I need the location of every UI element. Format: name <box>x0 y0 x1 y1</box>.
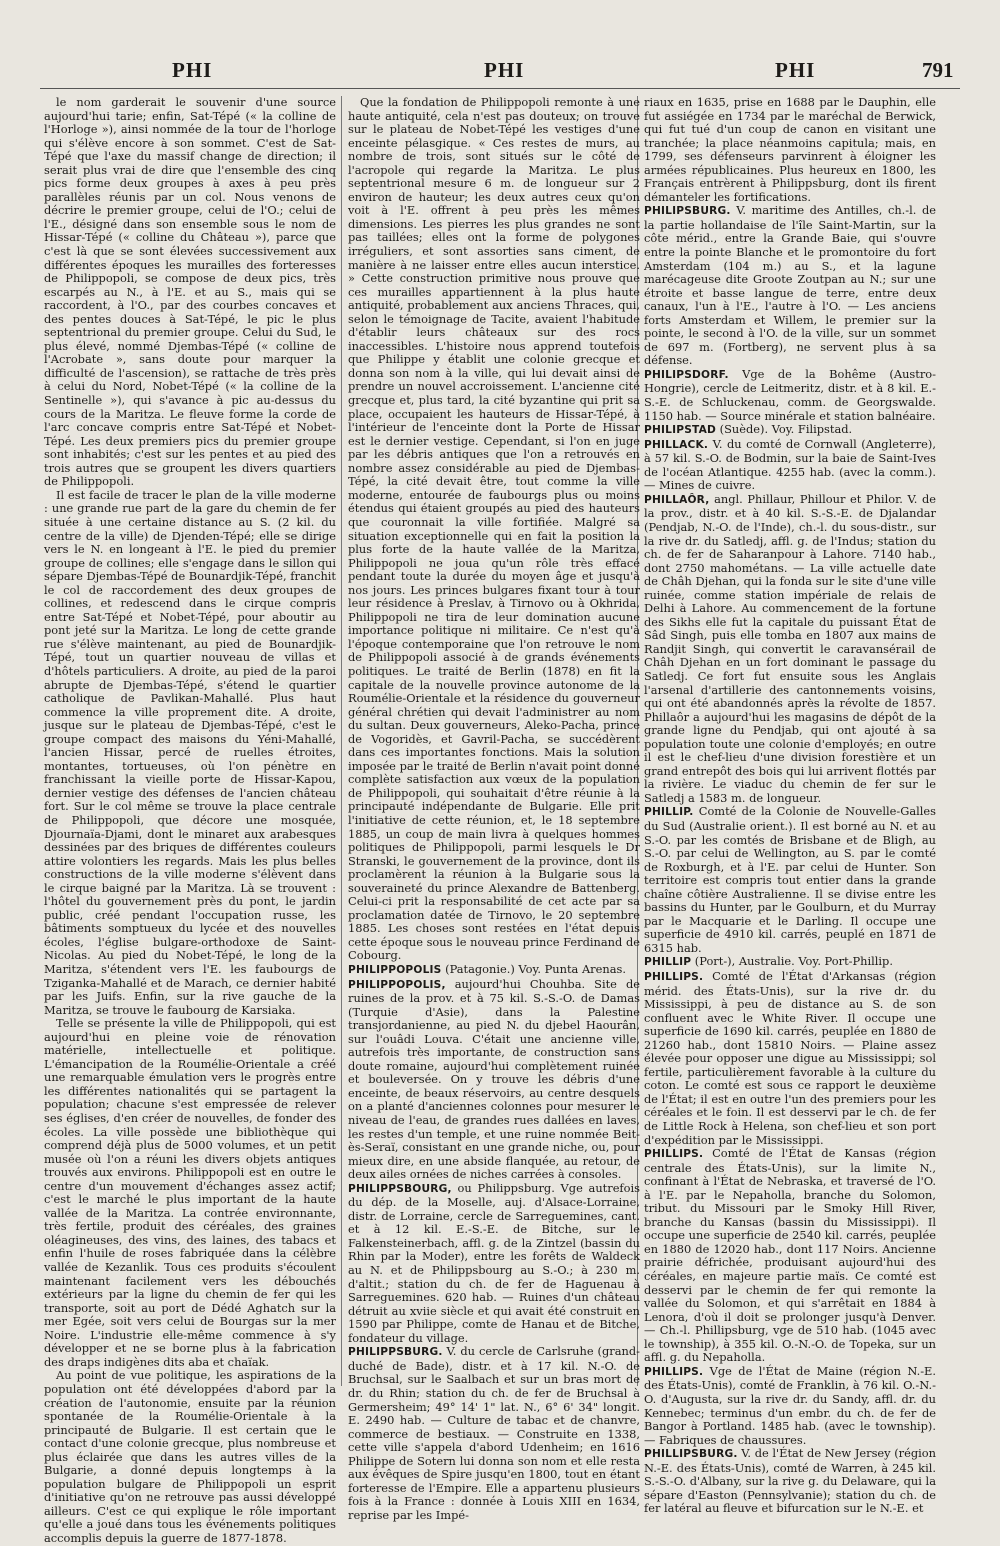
running-head-center: PHI <box>484 58 525 82</box>
entry-text: aujourd'hui Chouhba. Site de ruines de la prov. et à 75 kil. S.-S.-O. de Damas (Turquie d'Asie), dans la Palestine transjordanienne, au pied N. du djebel Haourân, sur l'ouâdi Louva. C'était une ancienne ville, autrefois très importante, de construction sans doute romaine, aujourd'hui complètement ruinée et bouleversée. On y trouve les débris d'une enceinte, de beaux réservoirs, au centre desquels on a planté d'anciennes colonnes pour mesurer le niveau de l'eau, de grandes rues dallées en laves, les restes d'un temple, et une ruine nommée Beit-ès-Seraï, consistant en une grande niche, ou, pour mieux dire, en une abside flanquée, au retour, de deux ailes ornées de niches carrées à consoles. <box>348 976 640 1182</box>
entry-headword: PHILLAÔR, <box>644 493 710 506</box>
entry-headword: PHILLIPS. <box>644 1148 704 1161</box>
entry-paragraph <box>644 1365 936 1447</box>
entry-headword: PHILLACK. <box>644 438 709 451</box>
entry-paragraph <box>348 963 640 978</box>
text-paragraph <box>44 96 336 489</box>
entry-text: riaux en 1635, prise en 1688 par le Dauphin, elle fut assiégée en 1734 par le maréchal de Berwick, qui fut tué d'un coup de canon en visitant une tranchée; la place néanmoins capitula; mais, en 1799, ses défenseurs parvinrent à éloigner les armées républicaines. Plus heureux en 1800, les Français entrèrent à Philippsburg, dont ils firent démanteler les fortifications. <box>644 95 936 204</box>
entry-text: V. du comté de Cornwall (Angleterre), à 57 kil. S.-O. de Bodmin, sur la baie de Saint-Ives de l'océan Atlantique. 4255 hab. (avec la comm.). — Mines de cuivre. <box>644 436 936 493</box>
entry-headword: PHILIPPOPOLIS, <box>348 978 446 991</box>
entry-paragraph <box>644 805 936 955</box>
entry-text: angl. Phillaur, Phillour et Philor. V. de la prov., distr. et à 40 kil. S.-S.-E. de Djalandar (Pendjab, N.-O. de l'Inde), ch.-l. du sous-distr., sur la rive dr. du Satledj, affl. g. de l'Indus; station du ch. de fer de Saharanpour à Lahore. 7140 hab., dont 2750 mahométans. — La ville actuelle date de Châh Djehan, qui la fonda sur le site d'une ville ruinée, comme station impériale de relais de Delhi à Lahore. Au commencement de la fortune des Sikhs elle fut la capitale du puissant État de Sâd Singh, puis elle tomba en 1807 aux mains de Randjit Singh, qui convertit le caravansérail de Châh Djehan en un fort dominant le passage du Satledj. Ce fort fut ensuite sous les Anglais l'arsenal d'artillerie des cantonnements voisins, qui ont été abandonnés après la révolte de 1857. Phillaôr a aujourd'hui les magasins de dépôt de la grande ligne du Pendjab, qui ont ajouté à sa population toute une colonie d'employés; en outre il est le chef-lieu d'une division forestière et un grand entrepôt des bois qui lui arrivent flottés par la rivière. Le viaduc du chemin de fer sur le Satledj a 1583 m. de longueur. <box>644 491 936 805</box>
entry-paragraph <box>644 438 936 493</box>
entry-paragraph <box>348 1345 640 1522</box>
entry-paragraph <box>348 1182 640 1346</box>
entry-text: Telle se présente la ville de Philippopoli, qui est aujourd'hui en pleine voie de rénovation matérielle, intellectuelle et politique. L'émancipation de la Roumélie-Orientale a créé une remarquable émulation vers le progrès entre les différentes nationalités qui se partagent la population; chacune s'est empressée de relever ses églises, d'en créer de nouvelles, de fonder des écoles. La ville possède une bibliothèque qui comprend déjà plus de 5000 volumes, et un petit musée où l'on a réuni les divers objets antiques trouvés aux environs. Philippopoli est en outre le centre d'un mouvement d'échanges assez actif; c'est le marché le plus important de la haute vallée de la Maritza. La contrée environnante, très fertile, produit des céréales, des graines oléagineuses, des vins, des laines, des tabacs et enfin l'huile de roses fabriquée dans la célèbre vallée de Kezanlik. Tous ces produits s'écoulent maintenant facilement vers les débouchés extérieurs par la ligne du chemin de fer qui les transporte, soit au port de Dédé Aghatch sur la mer Egée, soit vers celui de Bourgas sur la mer Noire. L'industrie elle-même commence à s'y développer et ne se borne plus à la fabrication des draps indigènes dits aba et chaïak. <box>44 1016 336 1369</box>
entry-paragraph <box>644 423 936 438</box>
entry-paragraph <box>644 970 936 1147</box>
entry-text: Vge de la Bohême (Austro-Hongrie), cercle de Leitmeritz, distr. et à 8 kil. E.-S.-E. de Schluckenau, comm. de Georgswalde. 1150 hab. — Source minérale et station balnéaire. <box>644 366 936 423</box>
entry-headword: PHILIPSTAD <box>644 424 717 437</box>
text-paragraph <box>44 1017 336 1369</box>
entry-text: le nom garderait le souvenir d'une source aujourd'hui tarie; enfin, Sat-Tépé (« la colline de l'Horloge »), ainsi nommée de la tour de l'horloge qui s'élève encore à son sommet. C'est de Sat-Tépé que l'axe du massif change de direction; il serait plus vrai de dire que l'ensemble des cinq pics forme deux groupes à axes à peu près parallèles réunis par un col. Nous venons de décrire le premier groupe, celui de l'O.; celui de l'E., désigné dans son ensemble sous le nom de Hissar-Tépé (« colline du Château »), parce que c'est là que se sont élevées successivement aux différentes époques les murailles des forteresses de Philippopoli, se compose de deux pics, très escarpés au N., à l'E. et au S., mais qui se raccordent, à l'O., par des courbes concaves et des pentes douces à Sat-Tépé, le pic le plus septentrional du premier groupe. Celui du Sud, le plus élevé, nommé Djembas-Tépé (« colline de l'Acrobate », sans doute pour marquer la difficulté de l'ascension), se rattache de très près à celui du Nord, Nobet-Tépé (« la colline de la Sentinelle »), qui s'avance à pic au-dessus du cours de la Maritza. Le fleuve forme la corde de l'arc concave compris entre Sat-Tépé et Nobet-Tépé. Les deux premiers pics du premier groupe sont inhabités; c'est sur les pentes et au pied des trois autres que se groupent les divers quartiers de Philippopoli. <box>44 95 336 489</box>
entry-headword: PHILLIP <box>644 956 692 969</box>
entry-headword: PHILLIPS. <box>644 971 704 983</box>
text-column-1 <box>44 95 337 1545</box>
entry-headword: PHILIPSBURG. <box>644 205 731 218</box>
entry-text: Comté de l'État de Kansas (région centrale des États-Unis), sur la limite N., confinant à l'État de Nebraska, et traversé de l'O. à l'E. par le Nepaholla, branche du Solomon, tribut. du Missouri par le Smoky Hill River, branche du Kansas (bassin du Mississippi). Il occupe une superficie de 2540 kil. carrés, peuplée en 1880 de 12020 hab., dont 117 Noirs. Ancienne prairie défrichée, produisant aujourd'hui des céréales, en majeure partie maïs. Ce comté est desservi par le chemin de fer qui remonte la vallée du Solomon, et qui s'arrêtait en 1884 à Lenora, d'où il doit se prolonger jusqu'à Denver. — Ch.-l. Phillipsburg, vge de 510 hab. (1045 avec le township), à 355 kil. O.-N.-O. de Topeka, sur un affl. g. du Nepaholla. <box>644 1146 936 1365</box>
running-head-right: PHI <box>775 58 816 82</box>
entry-headword: PHILLIP. <box>644 806 694 819</box>
entry-text: ou Philippsburg. Vge autrefois du dép. de la Moselle, auj. d'Alsace-Lorraine, distr. de Lorraine, cercle de Sarreguemines, cant. et à 12 kil. E.-S.-E. de Bitche, sur le Falkensteinerbach, affl. g. de la Zintzel (bassin du Rhin par la Moder), entre les forêts de Waldeck au N. et de Philippsbourg au S.-O.; à 230 m. d'altit.; station du ch. de fer de Haguenau à Sarreguemines. 620 hab. — Ruines d'un château détruit au xviie siècle et qui avait été construit en 1590 par Philippe, comte de Hanau et de Bitche, fondateur du village. <box>348 1180 640 1345</box>
entry-paragraph <box>644 204 936 368</box>
text-paragraph <box>348 96 640 963</box>
text-paragraph <box>44 489 336 1017</box>
running-head-left: PHI <box>172 58 213 82</box>
entry-headword: PHILIPPSBURG. <box>348 1346 443 1359</box>
column-divider <box>341 96 342 1386</box>
entry-paragraph <box>644 368 936 423</box>
entry-text: V. de l'État de New Jersey (région N.-E. des États-Unis), comté de Warren, à 245 kil. S.-S.-O. d'Albany, sur la rive g. du Delaware, qui la sépare d'Easton (Pennsylvanie); station du ch. de fer latéral au fleuve et bifurcation sur le N.-E. et <box>644 1446 936 1516</box>
header-rule <box>40 88 960 89</box>
text-paragraph <box>644 96 936 204</box>
entry-text: (Patagonie.) Voy. Punta Arenas. <box>441 962 626 976</box>
entry-text: V. du cercle de Carlsruhe (grand-duché de Bade), distr. et à 17 kil. N.-O. de Bruchsal, sur le Saalbach et sur un bras mort de dr. du Rhin; station du ch. de fer de Bruchsal à Germersheim; 49° 14' 1" lat. N., 6° 6' 34" longit. E. 2490 hab. — Culture de tabac et de chanvre, commerce de bestiaux. — Construite en 1338, cette ville s'appela d'abord Udenheim; en 1616 Philippe de Sotern lui donna son nom et elle resta aux évêques de Spire jusqu'en 1800, tout en étant forteresse de l'Empire. Elle a appartenu plusieurs fois à la France : donnée à Louis XIII en 1634, reprise par les Impé- <box>348 1344 640 1522</box>
entry-text: (Suède). Voy. Filipstad. <box>716 422 853 437</box>
entry-text: Vge de l'État de Maine (région N.-E. des États-Unis), comté de Franklin, à 76 kil. O.-N.-O. d'Augusta, sur la rive dr. du Sandy, affl. dr. du Kennebec; terminus d'un embr. du ch. de fer de Bangor à Portland. 1485 hab. (avec le township). — Fabriques de chaussures. <box>644 1363 936 1447</box>
entry-paragraph <box>644 493 936 806</box>
entry-headword: PHILLIPS. <box>644 1365 704 1378</box>
entry-headword: PHILIPSDORF. <box>644 368 729 381</box>
entry-text: Comté de la Colonie de Nouvelle-Galles du Sud (Australie orient.). Il est borné au N. et au S.-O. par les comtés de Brisbane et de Bligh, au S.-O. par celui de Wellington, au S. par le comté de Roxburgh, et à l'E. par celui de Hunter. Son territoire est compris tout entier dans la grande chaîne côtière Australienne. Il se divise entre les bassins du Hunter, par le Goulburn, et du Murray par le Macquarie et le Darling. Il occupe une superficie de 4910 kil. carrés, peuplé en 1871 de 6315 hab. <box>644 804 936 955</box>
text-paragraph <box>44 1369 336 1545</box>
entry-headword: PHILIPPOPOLIS <box>348 964 442 976</box>
entry-text: (Port-), Australie. Voy. Port-Phillip. <box>691 954 893 969</box>
entry-headword: PHILIPPSBOURG, <box>348 1182 452 1195</box>
entry-paragraph <box>644 1147 936 1365</box>
entry-text: Il est facile de tracer le plan de la ville moderne : une grande rue part de la gare du chemin de fer située à une certaine distance au S. (2 kil. du centre de la ville) de Djenden-Tépé; elle se dirige vers le N. en longeant à l'E. le pied du premier groupe de collines; elle s'engage dans le sillon qui sépare Djembas-Tépé de Bounardjik-Tépé, franchit le col de raccordement des deux groupes de collines, et redescend dans le cirque compris entre Sat-Tépé et Nobet-Tépé, pour aboutir au pont jeté sur la Maritza. Le long de cette grande rue s'élève maintenant, au pied de Bounardjik-Tépé, tout un quartier nouveau de villas et d'hôtels particuliers. A droite, au pied de la paroi abrupte de Djembas-Tépé, s'étend le quartier catholique de Pavlikan-Mahallé. Plus haut commence la ville proprement dite. A droite, jusque sur le plateau de Djembas-Tépé, c'est le groupe compact des maisons du Yéni-Mahallé, l'ancien Hissar, percé de ruelles étroites, montantes, tortueuses, où l'on pénètre en franchissant la vieille porte de Hissar-Kapou, dernier vestige des défenses de l'ancien château fort. Sur le col même se trouve la place centrale de Philippopoli, que décore une mosquée, Djournaïa-Djami, dont le minaret aux arabesques dessinées par des briques de différentes couleurs attire volontiers les regards. Mais les plus belles constructions de la ville moderne s'élèvent dans le cirque baigné par la Maritza. Là se trouvent : l'hôtel du gouvernement près du pont, le jardin public, créé pendant l'occupation russe, les bâtiments somptueux du lycée et des nouvelles écoles, l'église bulgare-orthodoxe de Saint-Nicolas. Au pied du Nobet-Tépé, le long de la Maritza, s'étendent vers l'E. les faubourgs de Tziganka-Mahallé et de Marach, ce dernier habité par les Juifs. Enfin, sur la rive gauche de la Maritza, se trouve le faubourg de Karsiaka. <box>44 487 337 1017</box>
entry-headword: PHILLIPSBURG. <box>644 1448 738 1461</box>
entry-text: V. maritime des Antilles, ch.-l. de la partie hollandaise de l'île Saint-Martin, sur la côte mérid., entre la Grande Baie, qui s'ouvre entre la pointe Blanche et le promontoire du fort Amsterdam (104 m.) au S., et la lagune marécageuse dite Groote Zoutpan au N.; sur une étroite et basse langue de terre, entre deux canaux, l'un à l'E., l'autre à l'O. — Les anciens forts Amsterdam et Willem, le premier sur la pointe, le second à l'O. de la ville, sur un sommet de 697 m. (Fortberg), ne servent plus à sa défense. <box>644 203 936 368</box>
page-number: 791 <box>922 58 954 82</box>
entry-paragraph <box>644 955 936 970</box>
entry-paragraph <box>348 978 640 1182</box>
entry-text: Comté de l'État d'Arkansas (région mérid. des États-Unis), sur la rive dr. du Mississippi, à peu de distance au S. de son confluent avec le White River. Il occupe une superficie de 1690 kil. carrés, peuplée en 1880 de 21260 hab., dont 15810 Noirs. — Plaine assez élevée pour opposer une digue au Mississippi; sol fertile, particulièrement favorable à la culture du coton. Le comté est sous ce rapport le deuxième de l'État; il est en outre l'un des premiers pour les céréales et le foin. Il est desservi par le ch. de fer de Little Rock à Helena, son chef-lieu et son port d'expédition par le Mississippi. <box>644 969 936 1147</box>
text-column-3 <box>644 95 936 1516</box>
entry-paragraph <box>644 1447 936 1516</box>
entry-text: Au point de vue politique, les aspirations de la population ont été développées d'abord par la création de l'autonomie, ensuite par la réunion spontanée de la Roumélie-Orientale à la principauté de Bulgarie. Il est certain que le contact d'une colonie grecque, plus nombreuse et plus éclairée que dans les autres villes de la Bulgarie, a donné depuis longtemps à la population bulgare de Philippopoli un esprit d'initiative qu'on ne retrouve pas aussi développé ailleurs. C'est ce qui explique le rôle important qu'elle a joué dans tous les événements politiques accomplis depuis la guerre de 1877-1878. <box>44 1368 336 1545</box>
text-column-2 <box>348 95 640 1522</box>
entry-text: Que la fondation de Philippopoli remonte à une haute antiquité, cela n'est pas douteux; on trouve sur le plateau de Nobet-Tépé les vestiges d'une enceinte pélasgique. « Ces restes de murs, au nombre de trois, sont situés sur le côté de l'acropole qui regarde la Maritza. Le plus septentrional mesure 6 m. de longueur sur 2 environ de hauteur; les deux autres ceux qu'on voit à l'E. offrent à peu près les mêmes dimensions. Les pierres les plus grandes ne sont pas taillées; elles ont la forme de polygones irréguliers, et sont assorties sans ciment, de manière à ne laisser entre elles aucun interstice. » Cette construction primitive nous prouve que ces murailles appartiennent à la plus haute antiquité, probablement aux anciens Thraces, qui, selon le témoignage de Tacite, avaient l'habitude d'établir leurs châteaux sur des rocs inaccessibles. L'histoire nous apprend toutefois que Philippe y établit une colonie grecque et donna son nom à la ville, qui lui devait ainsi de prendre un nouvel accroissement. L'ancienne cité grecque et, plus tard, la cité byzantine qui prit sa place, occupaient les hauteurs de Hissar-Tépé, à l'intérieur de l'enceinte dont la Porte de Hissar est le dernier vestige. Cependant, si l'on en juge par les débris antiques que l'on a retrouvés en nombre assez considérable au pied de Djembas-Tépé, la cité devait être, tout comme la ville moderne, entourée de faubourgs plus ou moins étendus qui étaient groupés au pied des hauteurs que couronnait la ville fortifiée. Malgré sa situation exceptionnelle qui en fait la position la plus forte de la haute vallée de la Maritza, Philippopoli ne joua qu'un rôle très effacé pendant toute la durée du moyen âge et jusqu'à nos jours. Les princes bulgares fixant tour à tour leur résidence à Preslav, à Tirnovo ou à Okhrida, Philippopoli ne tira de leur domination aucune importance politique ni militaire. Ce n'est qu'à l'époque contemporaine que l'on retrouve le nom de Philippopoli associé à de grands événements politiques. Le traité de Berlin (1878) en fit la capitale de la nouvelle province autonome de la Roumélie-Orientale et la résidence du gouverneur général chrétien qui devait l'administrer au nom du sultan. Deux gouverneurs, Aleko-Pacha, prince de Vogoridès, et Gavril-Pacha, se succédèrent dans ces importantes fonctions. Mais la solution imposée par le traité de Berlin n'avait point donné complète satisfaction aux vœux de la population de Philippopoli, qui souhaitait d'être réunie à la principauté indépendante de Bulgarie. Elle prit l'initiative de cette réunion, et, le 18 septembre 1885, un coup de main livra à quelques hommes politiques de Philippopoli, parmi lesquels le Dr Stranski, le gouvernement de la province, dont ils proclamèrent la réunion à la Bulgarie sous la souveraineté du prince Alexandre de Battenberg. Celui-ci prit la responsabilité de cet acte par sa proclamation datée de Tirnovo, le 20 septembre 1885. Les choses sont restées en l'état depuis cette époque sous le nouveau prince Ferdinand de Cobourg. <box>348 95 640 963</box>
